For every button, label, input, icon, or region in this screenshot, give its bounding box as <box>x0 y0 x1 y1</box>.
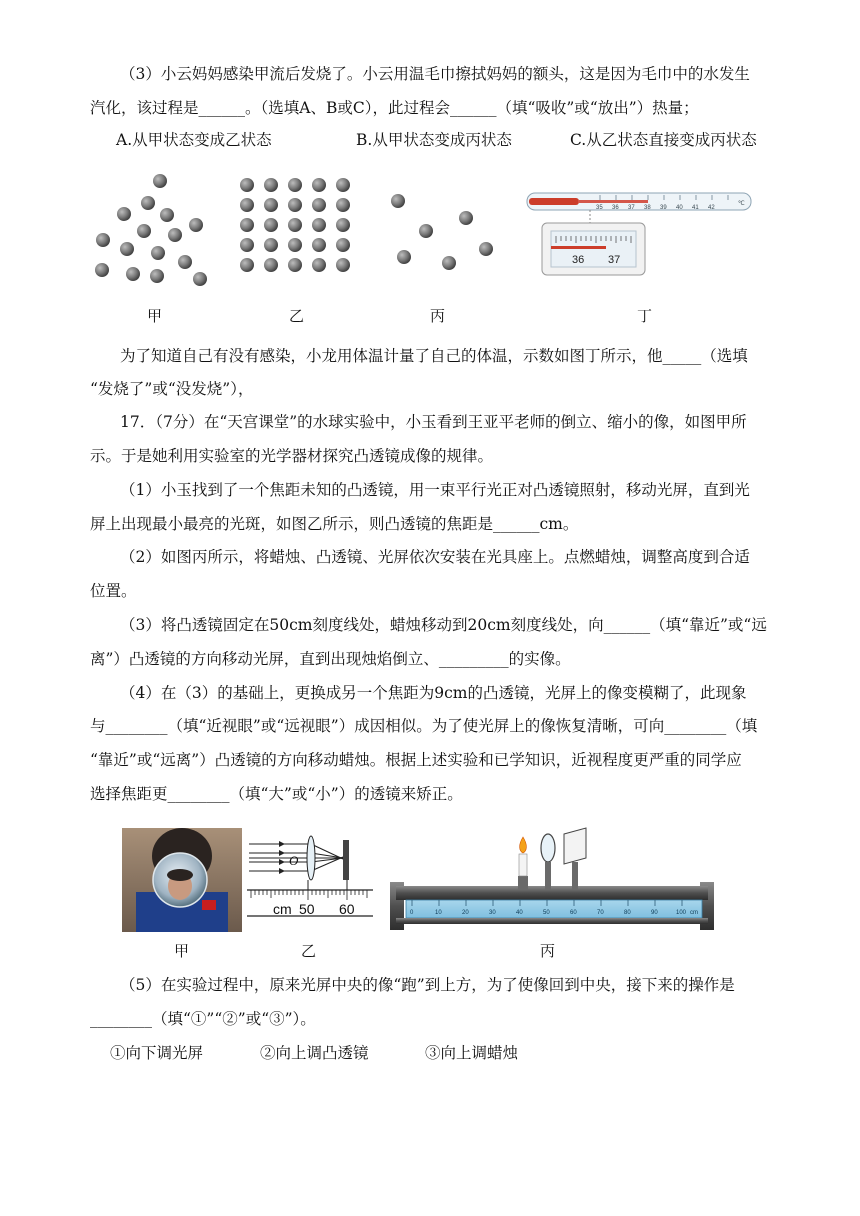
q17-part4-line1: （4）在（3）的基础上，更换成另一个焦距为9cm的凸透镜，光屏上的像变模糊了，此现象 <box>120 684 747 702</box>
q17-part5-line1: （5）在实验过程中，原来光屏中央的像“跑”到上方，为了使像回到中央，接下来的操作是 <box>120 976 735 994</box>
q17-part4-line3: “靠近”或“远离”）凸透镜的方向移动蜡烛。根据上述实验和已学知识，近视程度更严重的同学应 <box>90 751 742 769</box>
thermo-scale-38: 38 <box>644 205 651 211</box>
fig-label-bing: 丙 <box>430 307 446 325</box>
thermo-zoom-37: 37 <box>608 254 621 266</box>
q16-3-line3: 为了知道自己有没有感染，小龙用体温计量了自己的体温，示数如图丁所示，他_____（选填 <box>120 347 748 365</box>
thermometer-figure <box>527 193 751 275</box>
bench-scale-90: 90 <box>651 910 658 916</box>
option-c: C.从乙状态直接变成丙状态 <box>570 131 757 149</box>
thermo-scale-37: 37 <box>628 205 635 211</box>
choice-3: ③向上调蜡烛 <box>425 1044 519 1062</box>
ruler-50-label: 50 <box>299 901 315 917</box>
thermo-scale-36: 36 <box>612 205 619 211</box>
q16-3-line1: （3）小云妈妈感染甲流后发烧了。小云用温毛巾擦拭妈妈的额头，这是因为毛巾中的水发生 <box>120 65 750 83</box>
q17-part3-line2: 离”）凸透镜的方向移动光屏，直到出现烛焰倒立、_________的实像。 <box>90 650 571 668</box>
bench-scale-70: 70 <box>597 910 604 916</box>
q17-intro-line2: 示。于是她利用实验室的光学器材探究凸透镜成像的规律。 <box>90 447 494 465</box>
q17-part3-line1: （3）将凸透镜固定在50cm刻度线处，蜡烛移动到20cm刻度线处，向______（填“靠近”或“远 <box>120 616 767 634</box>
fig-label-17-bing: 丙 <box>540 942 556 960</box>
thermo-scale-41: 41 <box>692 205 699 211</box>
q17-part1-line2: 屏上出现最小最亮的光斑，如图乙所示，则凸透镜的焦距是______cm。 <box>90 515 579 533</box>
convex-lens <box>541 834 555 890</box>
thermo-scale-35: 35 <box>596 205 603 211</box>
q17-intro-line1: 17．（7分）在“天宫课堂”的水球实验中，小玉看到王亚平老师的倒立、缩小的像，如图甲所 <box>120 413 747 431</box>
fig-label-17-yi: 乙 <box>301 942 317 960</box>
optical-bench-figure <box>388 824 718 934</box>
choice-2: ②向上调凸透镜 <box>260 1044 369 1062</box>
bench-scale-10: 10 <box>435 910 442 916</box>
state-jia-particles <box>95 174 207 286</box>
water-ball-photo <box>122 828 242 932</box>
state-bing-particles <box>391 194 493 270</box>
fig-label-yi: 乙 <box>289 307 305 325</box>
fig-label-jia: 甲 <box>147 307 163 325</box>
option-b: B.从甲状态变成丙状态 <box>356 131 512 149</box>
candle <box>518 837 528 890</box>
thermo-unit: ℃ <box>738 201 745 207</box>
thermo-zoom-36: 36 <box>572 254 585 266</box>
bench-scale-80: 80 <box>624 910 631 916</box>
focal-length-figure <box>245 828 375 932</box>
thermo-scale-42: 42 <box>708 205 715 211</box>
q16-3-line2: 汽化，该过程是______。（选填A、B或C），此过程会______（填“吸收”或“放出”）热量； <box>90 99 699 117</box>
state-yi-particles <box>240 178 350 272</box>
bench-scale-100: 100 <box>676 910 687 916</box>
ruler-60-label: 60 <box>339 901 355 917</box>
thermo-scale-39: 39 <box>660 205 667 211</box>
bench-scale-0: 0 <box>410 910 414 916</box>
q17-part1-line1: （1）小玉找到了一个焦距未知的凸透镜，用一束平行光正对凸透镜照射，移动光屏，直到光 <box>120 481 750 499</box>
bench-scale-cm: cm <box>690 910 698 916</box>
q17-part4-line2: 与________（填“近视眼”或“远视眼”）成因相似。为了使光屏上的像恢复清晰，可向________（填 <box>90 717 758 735</box>
fig-label-17-jia: 甲 <box>174 942 190 960</box>
option-a: A.从甲状态变成乙状态 <box>116 131 272 149</box>
ruler-cm-label: cm <box>273 901 292 917</box>
q17-part2-line2: 位置。 <box>90 582 137 600</box>
q17-part2-line1: （2）如图丙所示，将蜡烛、凸透镜、光屏依次安装在光具座上。点燃蜡烛，调整高度到合适 <box>120 548 750 566</box>
bench-scale-50: 50 <box>543 910 550 916</box>
bench-scale-60: 60 <box>570 910 577 916</box>
choice-1: ①向下调光屏 <box>110 1044 204 1062</box>
light-screen <box>564 828 586 890</box>
bench-scale-20: 20 <box>462 910 469 916</box>
q17-part4-line4: 选择焦距更________（填“大”或“小”）的透镜来矫正。 <box>90 785 463 803</box>
bench-scale-30: 30 <box>489 910 496 916</box>
q17-part5-line2: ________（填“①”“②”或“③”）。 <box>90 1010 316 1028</box>
lens-center-label: O <box>289 853 299 868</box>
fig-label-ding: 丁 <box>637 307 653 325</box>
q16-3-line4: “发烧了”或“没发烧”）， <box>90 380 254 398</box>
thermo-scale-40: 40 <box>676 205 683 211</box>
bench-scale-40: 40 <box>516 910 523 916</box>
